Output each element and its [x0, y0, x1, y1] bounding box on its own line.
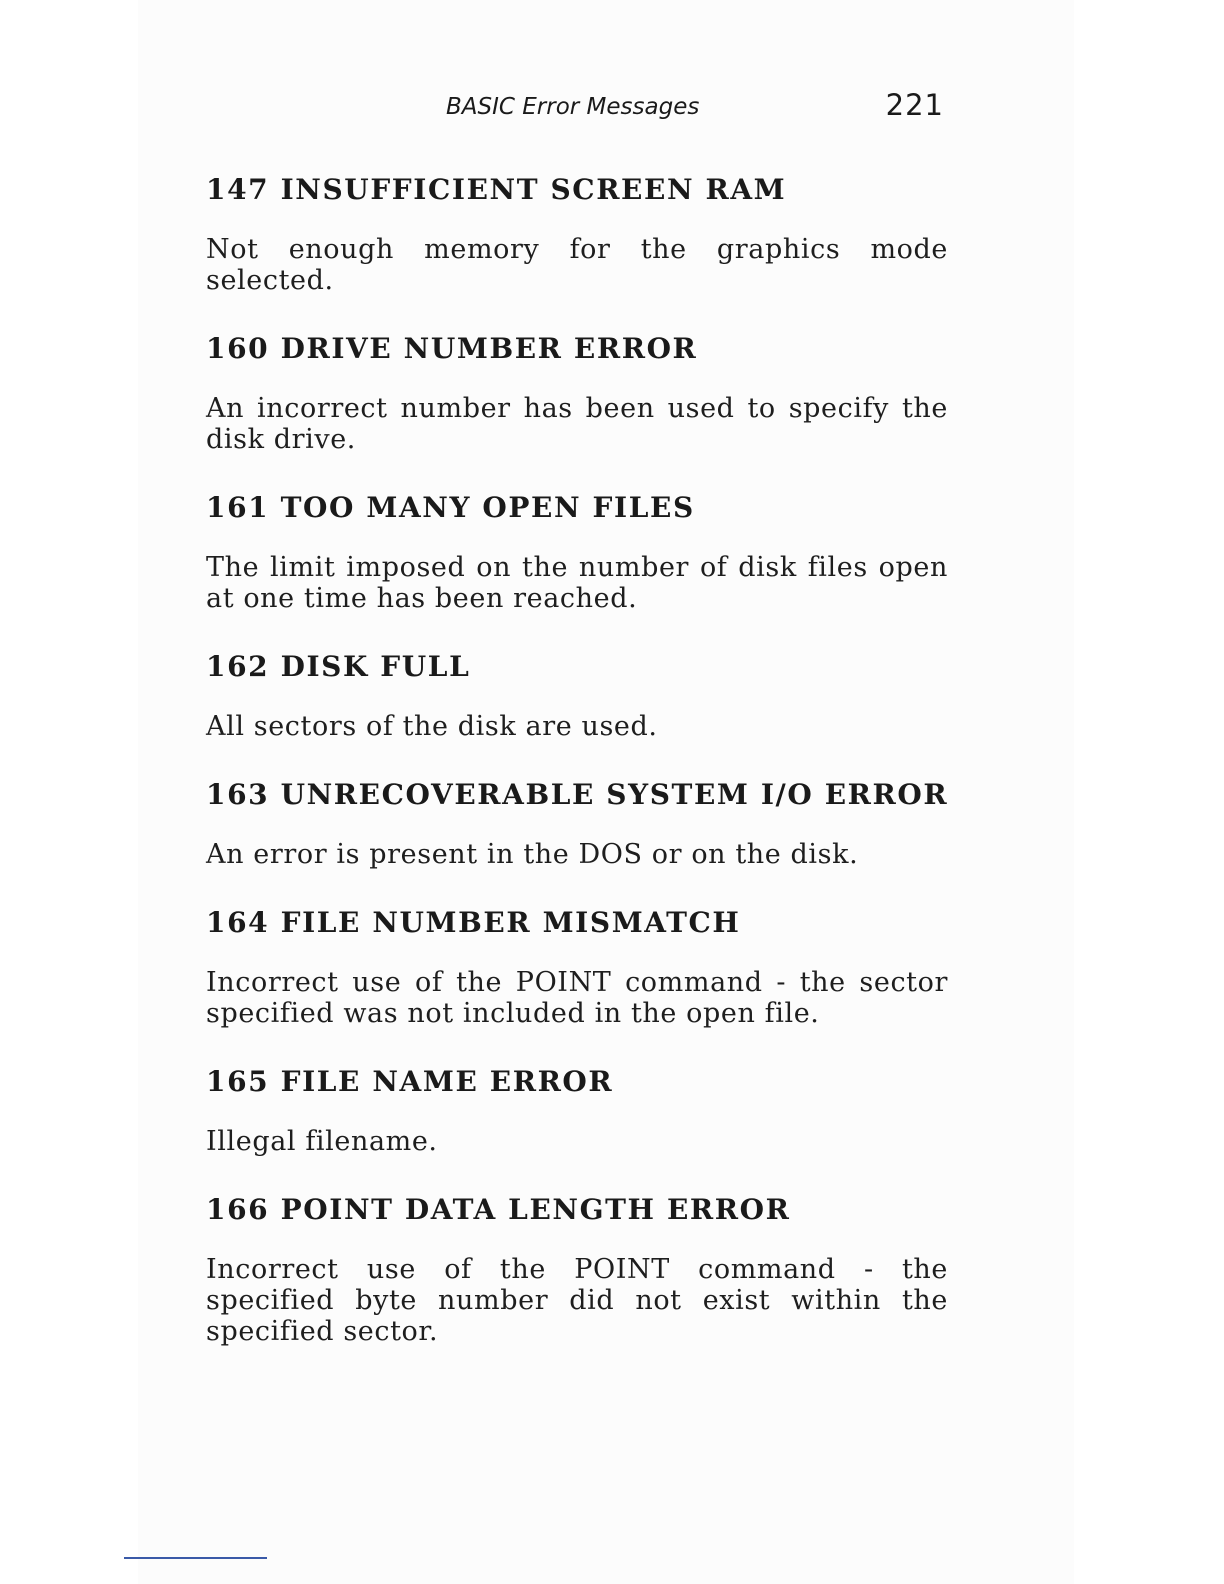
error-entry-163	[206, 775, 948, 870]
error-description: Illegal filename.	[206, 1126, 438, 1157]
running-title: BASIC Error Messages	[446, 94, 700, 120]
error-description: The limit imposed on the number of disk files open at one time has been reached.	[206, 552, 948, 614]
error-entry-162	[206, 647, 948, 742]
error-heading: 147 INSUFFICIENT SCREEN RAM	[206, 173, 787, 206]
error-heading: 163 UNRECOVERABLE SYSTEM I/O ERROR	[206, 778, 949, 811]
error-description: All sectors of the disk are used.	[206, 711, 658, 742]
error-heading: 162 DISK FULL	[206, 650, 471, 683]
error-description: Incorrect use of the POINT command - the sector specified was not included in the open file.	[206, 967, 948, 1029]
error-entry-147	[206, 170, 948, 296]
error-entry-160	[206, 329, 948, 455]
error-heading: 161 TOO MANY OPEN FILES	[206, 491, 695, 524]
error-description: An incorrect number has been used to specify the disk drive.	[206, 393, 948, 455]
error-description: Incorrect use of the POINT command - the specified byte number did not exist within the specified sector.	[206, 1254, 948, 1347]
error-description: An error is present in the DOS or on the disk.	[206, 839, 859, 870]
error-description: Not enough memory for the graphics mode selected.	[206, 234, 948, 296]
running-header	[206, 88, 948, 128]
error-message-list	[206, 170, 948, 1380]
error-entry-161	[206, 488, 948, 614]
page-number: 221	[885, 88, 944, 122]
error-entry-166	[206, 1190, 948, 1347]
error-entry-164	[206, 903, 948, 1029]
error-heading: 160 DRIVE NUMBER ERROR	[206, 332, 698, 365]
error-heading: 166 POINT DATA LENGTH ERROR	[206, 1193, 791, 1226]
error-heading: 164 FILE NUMBER MISMATCH	[206, 906, 741, 939]
footnote-rule	[124, 1557, 267, 1559]
error-heading: 165 FILE NAME ERROR	[206, 1065, 614, 1098]
error-entry-165	[206, 1062, 948, 1157]
